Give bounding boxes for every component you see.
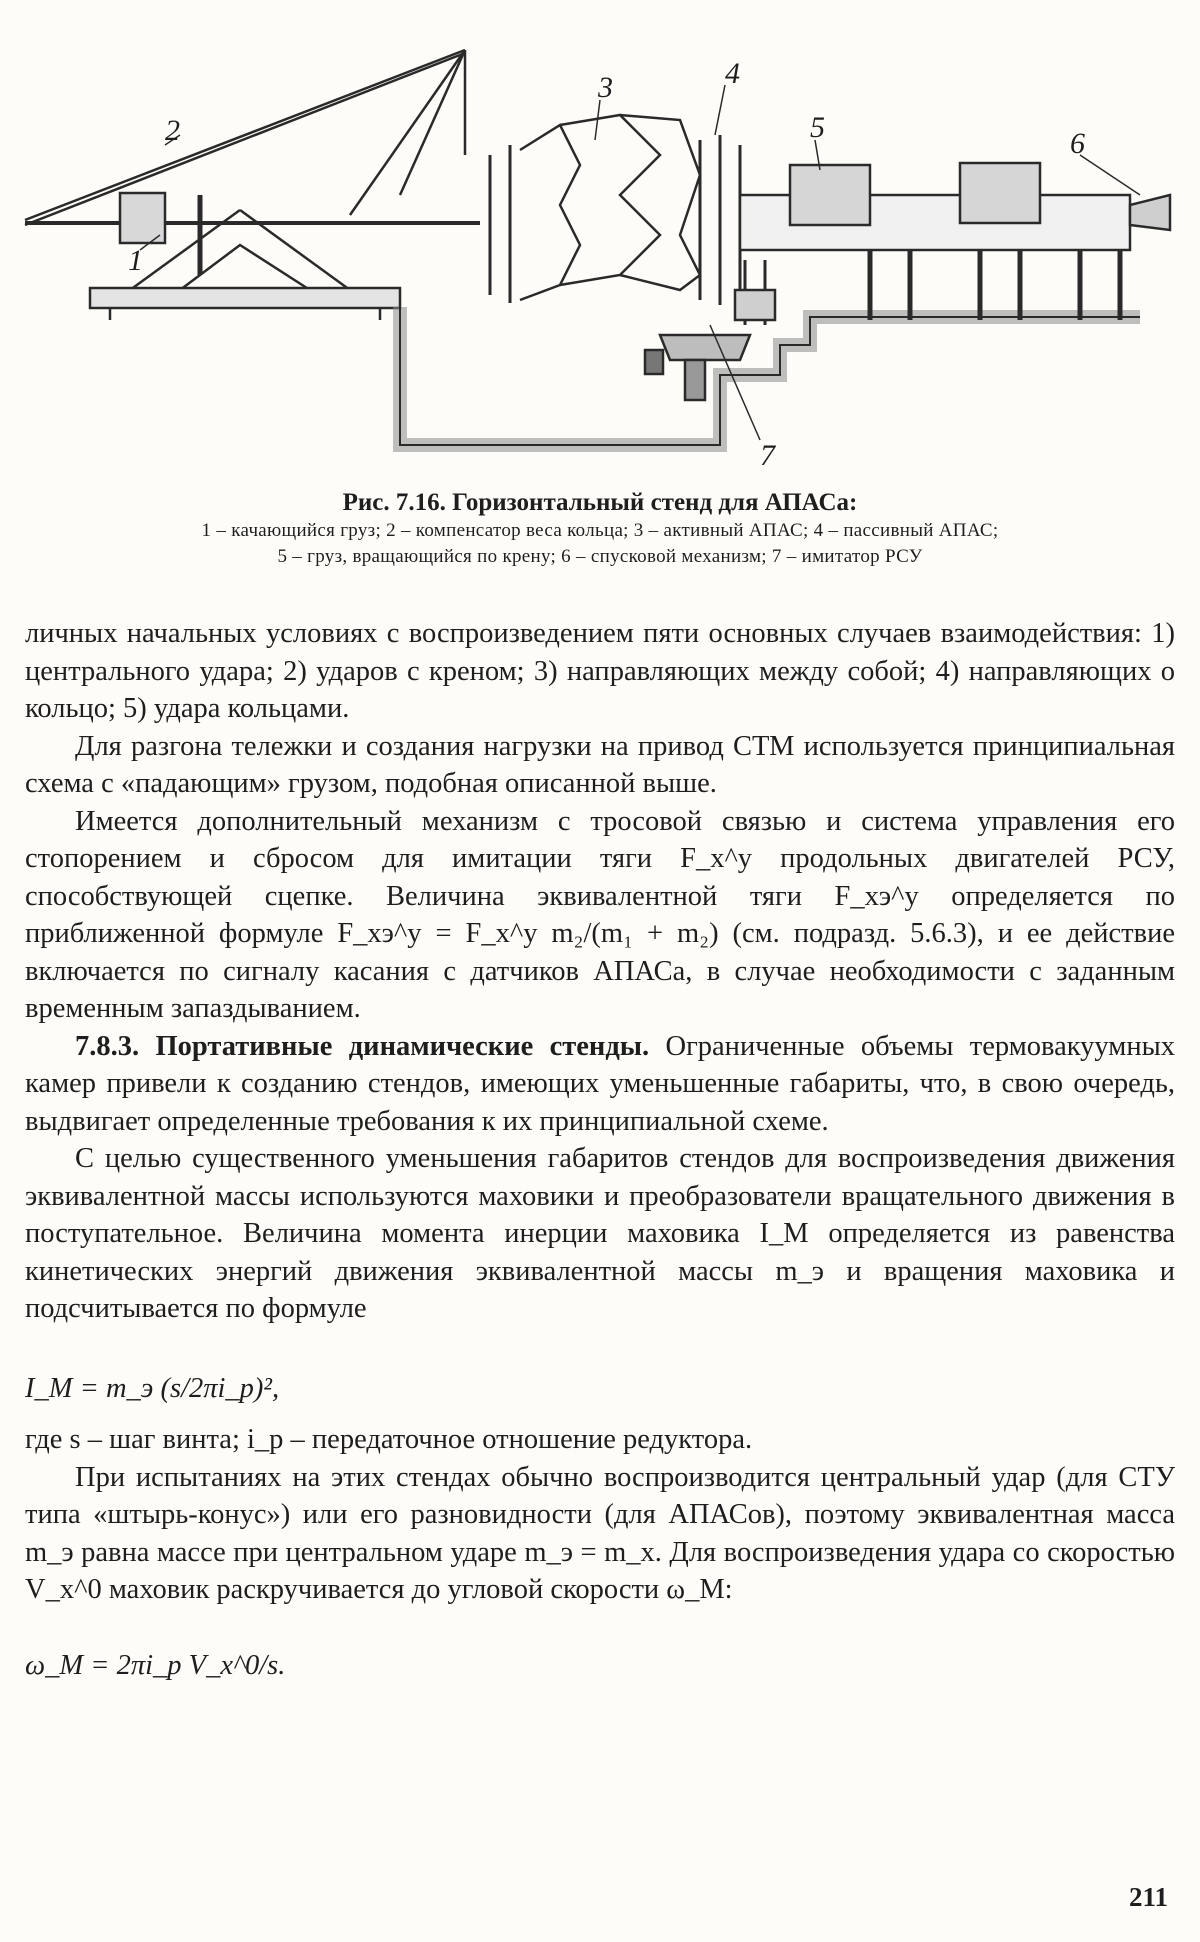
caption-legend-line-2: 5 – груз, вращающийся по крену; 6 – спусковой механизм; 7 – имитатор РСУ — [277, 546, 923, 567]
paragraph: С целью существенного уменьшения габаритов стендов для воспроизведения движения эквивалентной массы используются маховики и преобразователи вращательного движения в поступательное. Величина момента инерции маховика I_M определяется из равенства кинетических энергий движения эквивалентной массы m_э и вращения маховика и подсчитывается по формуле — [25, 1143, 1175, 1324]
caption-title: Рис. 7.16. Горизонтальный стенд для АПАСа: — [342, 489, 858, 516]
support-beam — [90, 288, 400, 308]
figure-label-7: 7 — [760, 439, 775, 472]
caption-legend-line-1: 1 – качающийся груз; 2 – компенсатор веса кольца; 3 – активный АПАС; 4 – пассивный АПАС; — [201, 520, 999, 541]
formula-angular-velocity: ω_M = 2πi_p V_x^0/s. — [25, 1649, 286, 1681]
roll-load — [790, 165, 870, 225]
page-number: 211 — [1128, 1882, 1168, 1912]
figure-label-4: 4 — [725, 57, 740, 90]
paragraph: Для разгона тележки и создания нагрузки на привод СТМ используется принципиальная схема с «падающим» грузом, подобная описанной выше. — [25, 730, 1175, 799]
formula-moment-of-inertia: I_M = m_э (s/2πi_p)², — [25, 1372, 280, 1404]
paragraph-text: Ограниченные объемы термовакуумных камер привели к созданию стендов, имеющих уменьшенные габариты, что, в свою очередь, выдвигает определенные требования к их принципиальной схеме. — [25, 1030, 1175, 1137]
section-paragraph — [25, 1028, 1175, 1141]
paragraph: личных начальных условиях с воспроизведением пяти основных случаев взаимодействия: 1) центрального удара; 2) ударов с креном; 3) направляющих между собой; 4) направляющих о кольцо; 5) удара кольцами. — [25, 618, 1175, 724]
paragraph: При испытаниях на этих стендах обычно воспроизводится центральный удар (для СТУ типа «штырь-конус») или его разновидности (для АПАСов), поэтому эквивалентная масса m_э равна массе при центральном ударе m_э = m_x. Для воспроизведения удара со скоростью V_x^0 маховик раскручивается до угловой скорости ω_M: — [25, 1461, 1175, 1605]
apas-passive — [700, 135, 740, 305]
figure-label-5: 5 — [810, 111, 825, 144]
paragraph: Имеется дополнительный механизм с тросовой связью и система управления его стопорением и сбросом для имитации тяги F_x^y продольных двигателей РСУ, способствующей сцепке. Величина эквивалентной тяги F_xэ^y определяется по приближенной формуле F_xэ^y = F_x^y m₂/(m₁ + m₂) (см. подразд. 5.6.3), и ее действие включается по сигналу касания с датчиков АПАСа, в случае необходимости с заданным временным запаздыванием. — [25, 805, 1175, 1024]
figure-label-6: 6 — [1070, 127, 1085, 160]
release-mechanism — [1130, 195, 1170, 230]
section-heading: 7.8.3. Портативные динамические стенды. — [75, 1030, 650, 1062]
body-text — [25, 615, 1175, 1684]
figure-caption — [20, 488, 1180, 570]
figure-label-3: 3 — [598, 71, 613, 104]
apas-active — [490, 145, 510, 303]
figure-label-1: 1 — [128, 244, 143, 277]
paragraph: где s – шаг винта; i_p – передаточное отношение редуктора. — [25, 1424, 753, 1455]
figure-label-2: 2 — [165, 114, 180, 147]
figure-horizontal-stand — [20, 45, 1180, 485]
